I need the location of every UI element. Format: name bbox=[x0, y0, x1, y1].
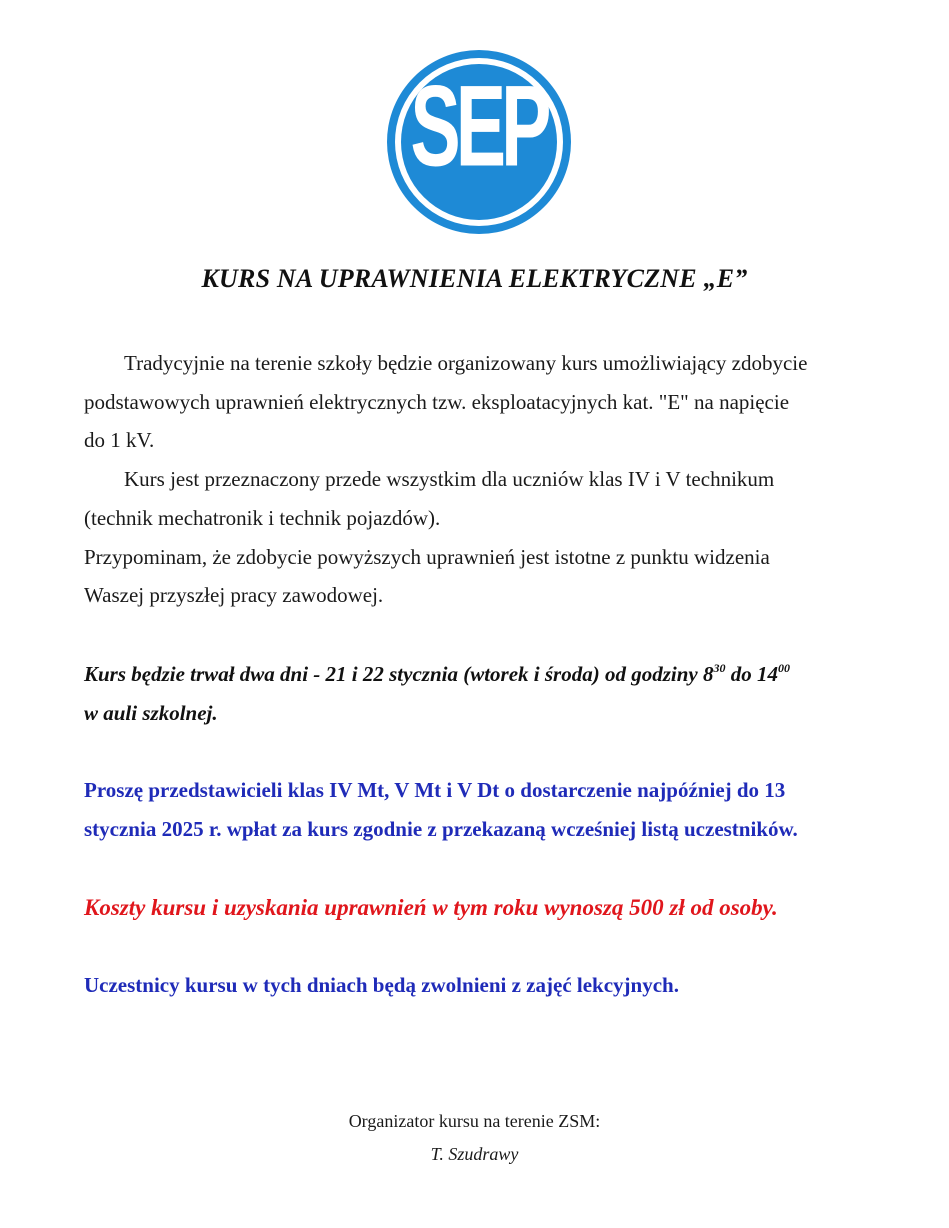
release-notice: Uczestnicy kursu w tych dniach będą zwolnieni z zajęć lekcyjnych. bbox=[84, 973, 679, 997]
intro-line-4: Kurs jest przeznaczony przede wszystkim dla uczniów klas IV i V technikum bbox=[124, 467, 775, 491]
intro-line-6: Przypominam, że zdobycie powyższych uprawnień jest istotne z punktu widzenia bbox=[84, 545, 770, 569]
organizer-label: Organizator kursu na terenie ZSM: bbox=[348, 1111, 601, 1131]
schedule-line-1 bbox=[84, 662, 790, 686]
intro-line-7: Waszej przyszłej pracy zawodowej. bbox=[84, 583, 384, 607]
start-minutes: 30 bbox=[713, 661, 726, 675]
payment-line-1: Proszę przedstawicieli klas IV Mt, V Mt i V Dt o dostarczenie najpóźniej do 13 bbox=[84, 778, 786, 802]
intro-line-5: (technik mechatronik i technik pojazdów). bbox=[84, 506, 441, 530]
page-title: KURS NA UPRAWNIENIA ELEKTRYCZNE „E” bbox=[201, 264, 748, 293]
payment-line-2: stycznia 2025 r. wpłat za kurs zgodnie z przekazaną wcześniej listą uczestników. bbox=[84, 817, 798, 841]
intro-line-1: Tradycyjnie na terenie szkoły będzie organizowany kurs umożliwiający zdobycie bbox=[124, 351, 808, 375]
sep-logo-text: SEP bbox=[410, 61, 547, 191]
sep-logo bbox=[385, 48, 573, 236]
intro-line-3: do 1 kV. bbox=[84, 428, 155, 452]
end-minutes: 00 bbox=[777, 661, 790, 675]
schedule-line-2: w auli szkolnej. bbox=[84, 701, 218, 725]
intro-line-2: podstawowych uprawnień elektrycznych tzw. eksploatacyjnych kat. "E" na napięcie bbox=[84, 390, 790, 414]
schedule-middle: do 14 bbox=[725, 662, 778, 686]
organizer-name: T. Szudrawy bbox=[430, 1144, 519, 1164]
schedule-text: Kurs będzie trwał dwa dni - 21 i 22 stycznia (wtorek i środa) od godziny 8 bbox=[84, 662, 714, 686]
cost-notice: Koszty kursu i uzyskania uprawnień w tym roku wynoszą 500 zł od osoby. bbox=[84, 895, 778, 920]
